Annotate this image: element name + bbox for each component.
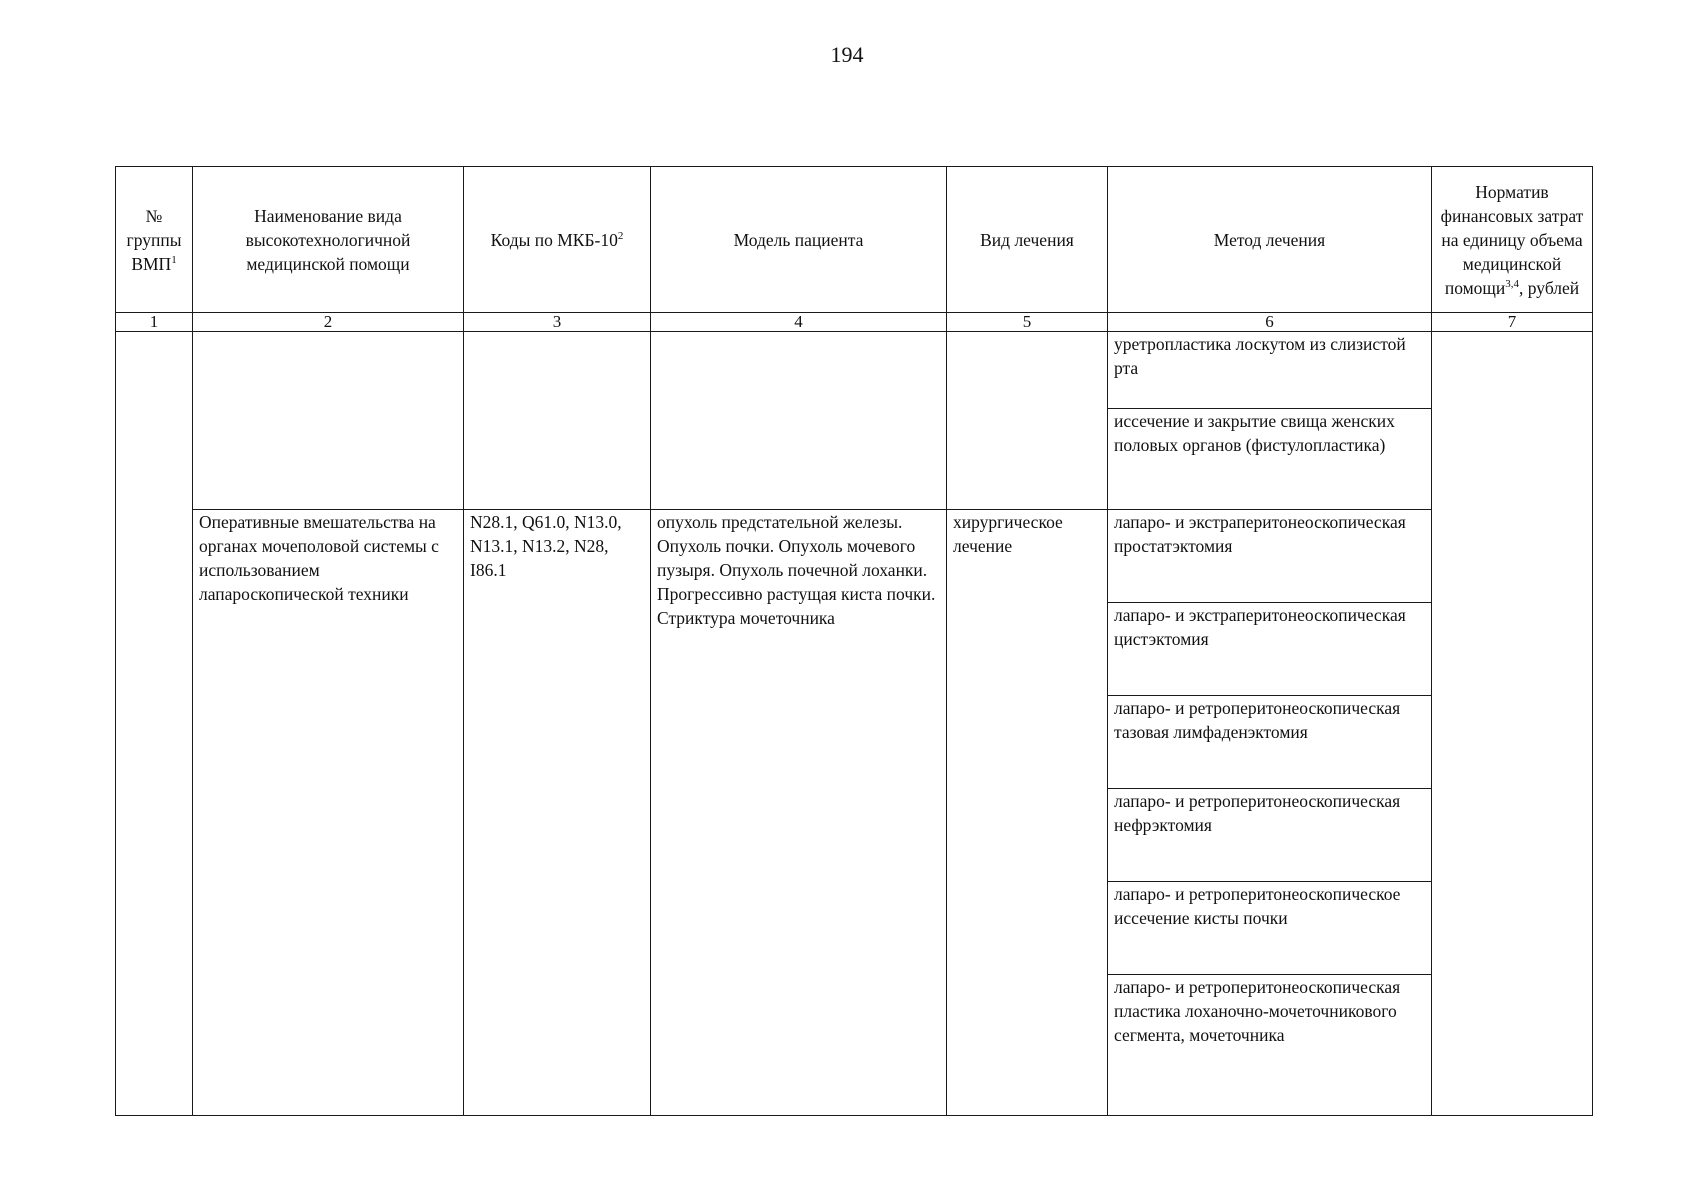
- header-treatment-method: Метод лечения: [1108, 167, 1432, 313]
- method-cell: лапаро- и ретроперитонеоскопическая тазовая лимфаденэктомия: [1108, 696, 1432, 789]
- vmp-table: [115, 166, 1593, 1116]
- column-number: 4: [651, 313, 947, 332]
- header-row: [116, 167, 1593, 313]
- column-number: 7: [1432, 313, 1593, 332]
- care-type-cell: [193, 332, 464, 510]
- header-cost-standard: Норматив финансовых затрат на единицу объема медицинской помощи$^{3,4}$, рублей: [1432, 167, 1593, 313]
- page-number: 194: [830, 42, 864, 67]
- treatment-type-cell: хирургическое лечение: [947, 510, 1108, 1116]
- method-cell: лапаро- и ретроперитонеоскопическая пластика лоханочно-мочеточникового сегмента, мочеточника: [1108, 975, 1432, 1116]
- group-number-cell: [116, 332, 193, 1116]
- method-cell: уретропластика лоскутом из слизистой рта: [1108, 332, 1432, 409]
- header-group-number: № группы ВМП$^1$: [116, 167, 193, 313]
- method-cell: иссечение и закрытие свища женских половых органов (фистулопластика): [1108, 409, 1432, 510]
- header-care-type-name: Наименование вида высокотехнологичной медицинской помощи: [193, 167, 464, 313]
- method-cell: лапаро- и экстраперитонеоскопическая цистэктомия: [1108, 603, 1432, 696]
- table-row: [116, 510, 1593, 603]
- header-treatment-type: Вид лечения: [947, 167, 1108, 313]
- header-icd-codes: Коды по МКБ-$10^2$: [464, 167, 651, 313]
- column-number-row: [116, 313, 1593, 332]
- column-number: 3: [464, 313, 651, 332]
- codes-cell: N28.1, Q61.0, N13.0, N13.1, N13.2, N28, I86.1: [464, 510, 651, 1116]
- table-row: [116, 332, 1593, 409]
- codes-cell: [464, 332, 651, 510]
- column-number: 2: [193, 313, 464, 332]
- method-cell: лапаро- и ретроперитонеоскопическое иссечение кисты почки: [1108, 882, 1432, 975]
- header-patient-model: Модель пациента: [651, 167, 947, 313]
- column-number: 1: [116, 313, 193, 332]
- column-number: 5: [947, 313, 1108, 332]
- method-cell: лапаро- и экстраперитонеоскопическая простатэктомия: [1108, 510, 1432, 603]
- patient-model-cell: [651, 332, 947, 510]
- column-number: 6: [1108, 313, 1432, 332]
- method-cell: лапаро- и ретроперитонеоскопическая нефрэктомия: [1108, 789, 1432, 882]
- care-type-cell: Оперативные вмешательства на органах мочеполовой системы с использованием лапароскопической техники: [193, 510, 464, 1116]
- cost-standard-cell: [1432, 332, 1593, 1116]
- treatment-type-cell: [947, 332, 1108, 510]
- patient-model-cell: опухоль предстательной железы. Опухоль почки. Опухоль мочевого пузыря. Опухоль почечной лоханки. Прогрессивно растущая киста почки. Стриктура мочеточника: [651, 510, 947, 1116]
